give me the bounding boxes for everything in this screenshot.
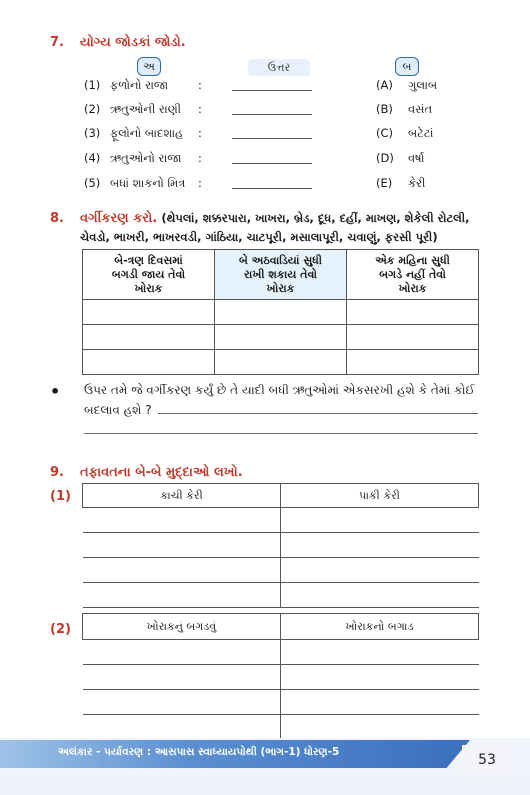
header-line: એક મહિના સુધી bbox=[375, 253, 450, 267]
match-row-left: ઋતુઓનો રાજા bbox=[110, 151, 182, 165]
table-row bbox=[83, 350, 479, 375]
table-cell[interactable] bbox=[280, 715, 478, 740]
q8-title: વર્ગીકરણ કરો. bbox=[80, 211, 158, 226]
answer-line[interactable] bbox=[232, 187, 312, 189]
answer-line[interactable] bbox=[232, 89, 312, 91]
q8-items-line1: (થેપલાં, શક્કરપારા, ખાખરા, બ્રેડ, દૂધ, દહીં, માખણ, શેકેલી રોટલી, bbox=[161, 211, 470, 225]
header-line: ખોરાક bbox=[398, 281, 427, 295]
bullet: • bbox=[50, 382, 61, 401]
table-row bbox=[83, 665, 479, 690]
match-row-left: ફૂલોનો બાદશાહ bbox=[110, 126, 184, 140]
header-line: રાખી શકાય તેવો bbox=[243, 267, 318, 281]
table-cell[interactable] bbox=[83, 533, 281, 558]
answer-line[interactable] bbox=[158, 413, 478, 414]
table-header bbox=[83, 250, 215, 300]
match-row-left: બધાં શાકનો મિત્ર bbox=[110, 176, 186, 190]
table-cell[interactable] bbox=[281, 533, 479, 558]
difference-table-1 bbox=[82, 483, 479, 608]
part1-number: (1) bbox=[50, 489, 71, 504]
match-row-num: (1) bbox=[84, 78, 101, 92]
match-row-right: બટેટાં bbox=[408, 126, 434, 140]
header-line: બગડી જાય તેવો bbox=[111, 267, 186, 281]
classification-table bbox=[82, 249, 479, 375]
table-header bbox=[214, 250, 346, 300]
match-row-colon: : bbox=[198, 176, 202, 190]
match-row-rnum: (E) bbox=[376, 176, 393, 190]
table-cell[interactable] bbox=[347, 350, 479, 375]
table-row bbox=[83, 583, 479, 608]
footer-book-title: અલંકાર - પર્યાવરણ : આસપાસ સ્વાધ્યાયપોથી (ભાગ-1) ધોરણ-5 bbox=[58, 746, 340, 758]
question-line2: બદલાવ હશે ? bbox=[84, 403, 152, 417]
table-cell[interactable] bbox=[83, 508, 281, 533]
q7-title: યોગ્ય જોડકાં જોડો. bbox=[80, 35, 186, 50]
difference-table-2 bbox=[82, 613, 479, 740]
part2-number: (2) bbox=[50, 622, 71, 637]
match-row-num: (4) bbox=[84, 151, 101, 165]
match-row-rnum: (A) bbox=[376, 78, 393, 92]
col-food-spoilage: ખોરાકનું બગડવું bbox=[83, 614, 281, 640]
table-row bbox=[83, 533, 479, 558]
table-cell[interactable] bbox=[280, 640, 478, 665]
match-row-left: ઋતુઓની રાણી bbox=[110, 102, 182, 116]
q8-line1 bbox=[80, 209, 500, 228]
table-cell[interactable] bbox=[214, 350, 346, 375]
table-cell[interactable] bbox=[280, 665, 478, 690]
col-raw-mango: કાચી કેરી bbox=[83, 484, 281, 508]
bottom-strip bbox=[0, 775, 530, 795]
table-cell[interactable] bbox=[214, 300, 346, 325]
answer-line[interactable] bbox=[84, 433, 478, 434]
col-ripe-mango: પાકી કેરી bbox=[281, 484, 479, 508]
table-cell[interactable] bbox=[281, 508, 479, 533]
table-cell[interactable] bbox=[347, 325, 479, 350]
match-row-colon: : bbox=[198, 126, 202, 140]
table-row bbox=[83, 558, 479, 583]
match-row-right: વર્ષા bbox=[408, 151, 425, 165]
table-row bbox=[83, 508, 479, 533]
table-cell[interactable] bbox=[83, 325, 215, 350]
q8-number: 8. bbox=[50, 211, 64, 226]
table-cell[interactable] bbox=[280, 690, 478, 715]
header-line: બે-ત્રણ દિવસમાં bbox=[114, 253, 183, 267]
table-row bbox=[83, 300, 479, 325]
match-row-colon: : bbox=[198, 78, 202, 92]
table-row bbox=[83, 715, 479, 740]
col-a-tag: અ bbox=[137, 57, 161, 76]
table-row bbox=[83, 325, 479, 350]
col-food-wastage: ખોરાકનો બગાડ bbox=[280, 614, 478, 640]
header-line: ખોરાક bbox=[266, 281, 295, 295]
table-cell[interactable] bbox=[281, 583, 479, 608]
q7-number: 7. bbox=[50, 35, 64, 50]
match-row-right: ગુલાબ bbox=[408, 78, 438, 92]
table-cell[interactable] bbox=[83, 690, 281, 715]
table-cell[interactable] bbox=[347, 300, 479, 325]
match-row-num: (3) bbox=[84, 126, 101, 140]
table-cell[interactable] bbox=[83, 583, 281, 608]
match-row-left: ફળોનો રાજા bbox=[110, 78, 169, 92]
answer-line[interactable] bbox=[232, 162, 312, 164]
col-b-tag: બ bbox=[395, 57, 419, 76]
match-row-num: (5) bbox=[84, 176, 101, 190]
table-cell[interactable] bbox=[83, 665, 281, 690]
match-row-rnum: (D) bbox=[376, 151, 394, 165]
match-row-colon: : bbox=[198, 151, 202, 165]
q8-items-line2: ચેવડો, ભાખરી, ભાખરવડી, ગાંઠિયા, ચાટપૂરી, મસાલાપૂરી, ચવાણું, ફરસી પૂરી) bbox=[80, 230, 438, 244]
table-cell[interactable] bbox=[83, 715, 281, 740]
table-cell[interactable] bbox=[83, 350, 215, 375]
q9-title: તફાવતના બે-બે મુદ્દાઓ લખો. bbox=[80, 465, 243, 480]
header-line: બગડે નહીં તેવો bbox=[379, 267, 446, 281]
table-row bbox=[83, 690, 479, 715]
col-answer-tag: ઉત્તર bbox=[248, 59, 310, 76]
match-row-rnum: (B) bbox=[376, 102, 393, 116]
header-line: ખોરાક bbox=[134, 281, 163, 295]
answer-line[interactable] bbox=[232, 137, 312, 139]
table-cell[interactable] bbox=[83, 300, 215, 325]
page-number: 53 bbox=[462, 745, 512, 775]
match-row-right: કેરી bbox=[408, 176, 426, 190]
table-cell[interactable] bbox=[214, 325, 346, 350]
match-row-colon: : bbox=[198, 102, 202, 116]
table-cell[interactable] bbox=[83, 640, 281, 665]
table-cell[interactable] bbox=[83, 558, 281, 583]
match-row-num: (2) bbox=[84, 102, 101, 116]
match-row-rnum: (C) bbox=[376, 126, 394, 140]
table-cell[interactable] bbox=[281, 558, 479, 583]
table-row bbox=[83, 640, 479, 665]
question-line1: ઉપર તમે જે વર્ગીકરણ કર્યું છે તે યાદી બધી ઋતુઓમાં એકસરખી હશે કે તેમાં કોઈ bbox=[84, 383, 475, 397]
match-row-right: વસંત bbox=[408, 102, 433, 116]
q9-number: 9. bbox=[50, 465, 64, 480]
table-header bbox=[347, 250, 479, 300]
answer-line[interactable] bbox=[232, 113, 312, 115]
header-line: બે અઠવાડિયાં સુધી bbox=[239, 253, 322, 267]
